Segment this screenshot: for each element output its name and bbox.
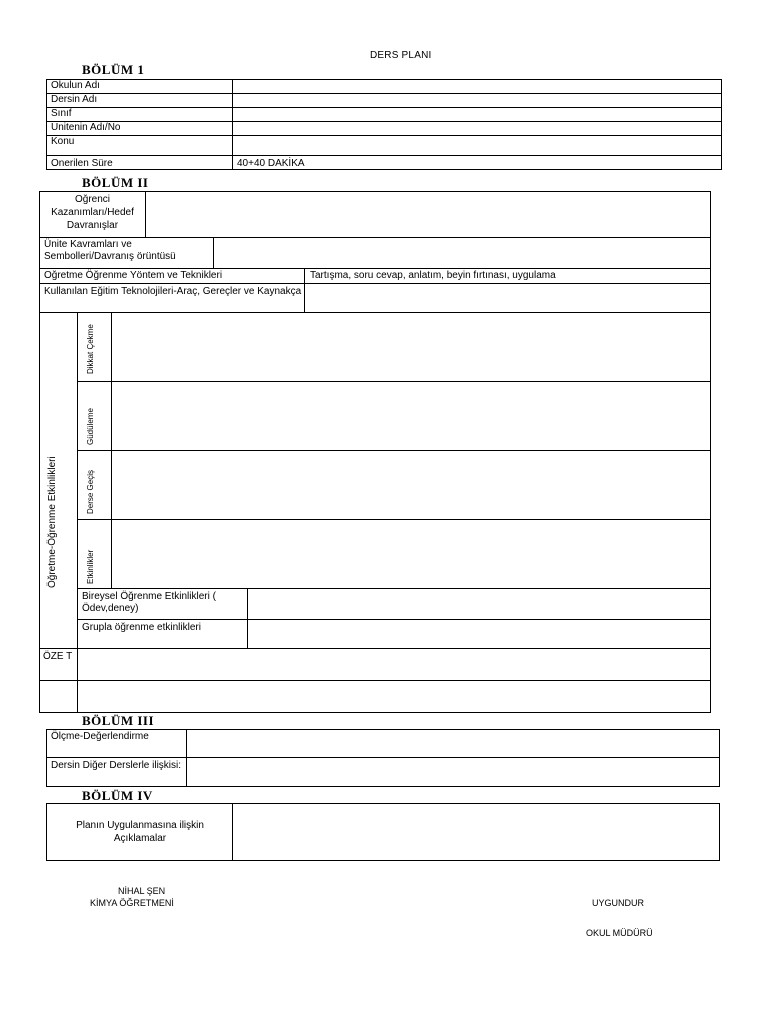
teacher-name: NİHAL ŞEN xyxy=(118,886,166,896)
konu-value[interactable] xyxy=(233,136,722,156)
ozet-label: ÖZE T xyxy=(43,651,73,662)
sure-label: Onerilen Süre xyxy=(47,156,233,170)
unite-value[interactable] xyxy=(233,122,722,136)
okul-label: Okulun Adı xyxy=(47,80,233,94)
ders-value[interactable] xyxy=(233,94,722,108)
section4-heading: BÖLÜM IV xyxy=(82,788,153,803)
activities-label: Öğretme-Öğrenme Etkinlikleri xyxy=(47,456,58,588)
yontem-label: Oğretme Öğrenme Yöntem ve Teknikleri xyxy=(44,270,223,281)
sinif-value[interactable] xyxy=(233,108,722,122)
ders-label: Dersin Adı xyxy=(47,94,233,108)
olcme-label: Ölçme-Değerlendirme xyxy=(51,731,149,742)
okul-value[interactable] xyxy=(233,80,722,94)
section1-heading: BÖLÜM 1 xyxy=(82,62,145,77)
approval-text: UYGUNDUR xyxy=(592,898,645,908)
gudulem-label: Güdüleme xyxy=(86,408,95,445)
konu-label: Konu xyxy=(47,136,233,156)
section1-table xyxy=(46,79,722,170)
yontem-value[interactable]: Tartışma, soru cevap, anlatım, beyin fırtınası, uygulama xyxy=(310,270,556,281)
kazanim-label: Oğrenci Kazanımları/Hedef Davranışlar xyxy=(51,194,134,231)
section3-heading: BÖLÜM III xyxy=(82,713,155,728)
derse-gecis-label: Derse Geçiş xyxy=(86,469,95,514)
unite-kavram-label: Ünite Kavramları ve Sembolleri/Davranış örüntüsü xyxy=(44,239,176,262)
section2-heading: BÖLÜM II xyxy=(82,175,149,190)
doc-title: DERS PLANI xyxy=(370,50,432,61)
teacher-title: KİMYA ÖĞRETMENİ xyxy=(90,898,174,908)
sinif-label: Sınıf xyxy=(47,108,233,122)
plan-label: Planın Uygulanmasına ilişkin Açıklamalar xyxy=(76,820,204,844)
grupla-label: Grupla öğrenme etkinlikleri xyxy=(82,622,201,633)
dikkat-cekme-label: Dikkat Çekme xyxy=(86,324,95,374)
unite-label: Unitenin Adı/No xyxy=(47,122,233,136)
arac-label: Kullanılan Eğitim Teknolojileri-Araç, Gereçler ve Kaynakça xyxy=(44,286,302,297)
principal-title: OKUL MÜDÜRÜ xyxy=(586,928,653,938)
iliski-label: Dersin Diğer Derslerle ilişkisi: xyxy=(51,760,182,771)
sure-value[interactable]: 40+40 DAKİKA xyxy=(233,156,722,170)
etkinlikler-label: Etkinlikler xyxy=(86,549,95,584)
bireysel-label: Bireysel Öğrenme Etkinlikleri ( Ödev,deney) xyxy=(82,591,216,614)
